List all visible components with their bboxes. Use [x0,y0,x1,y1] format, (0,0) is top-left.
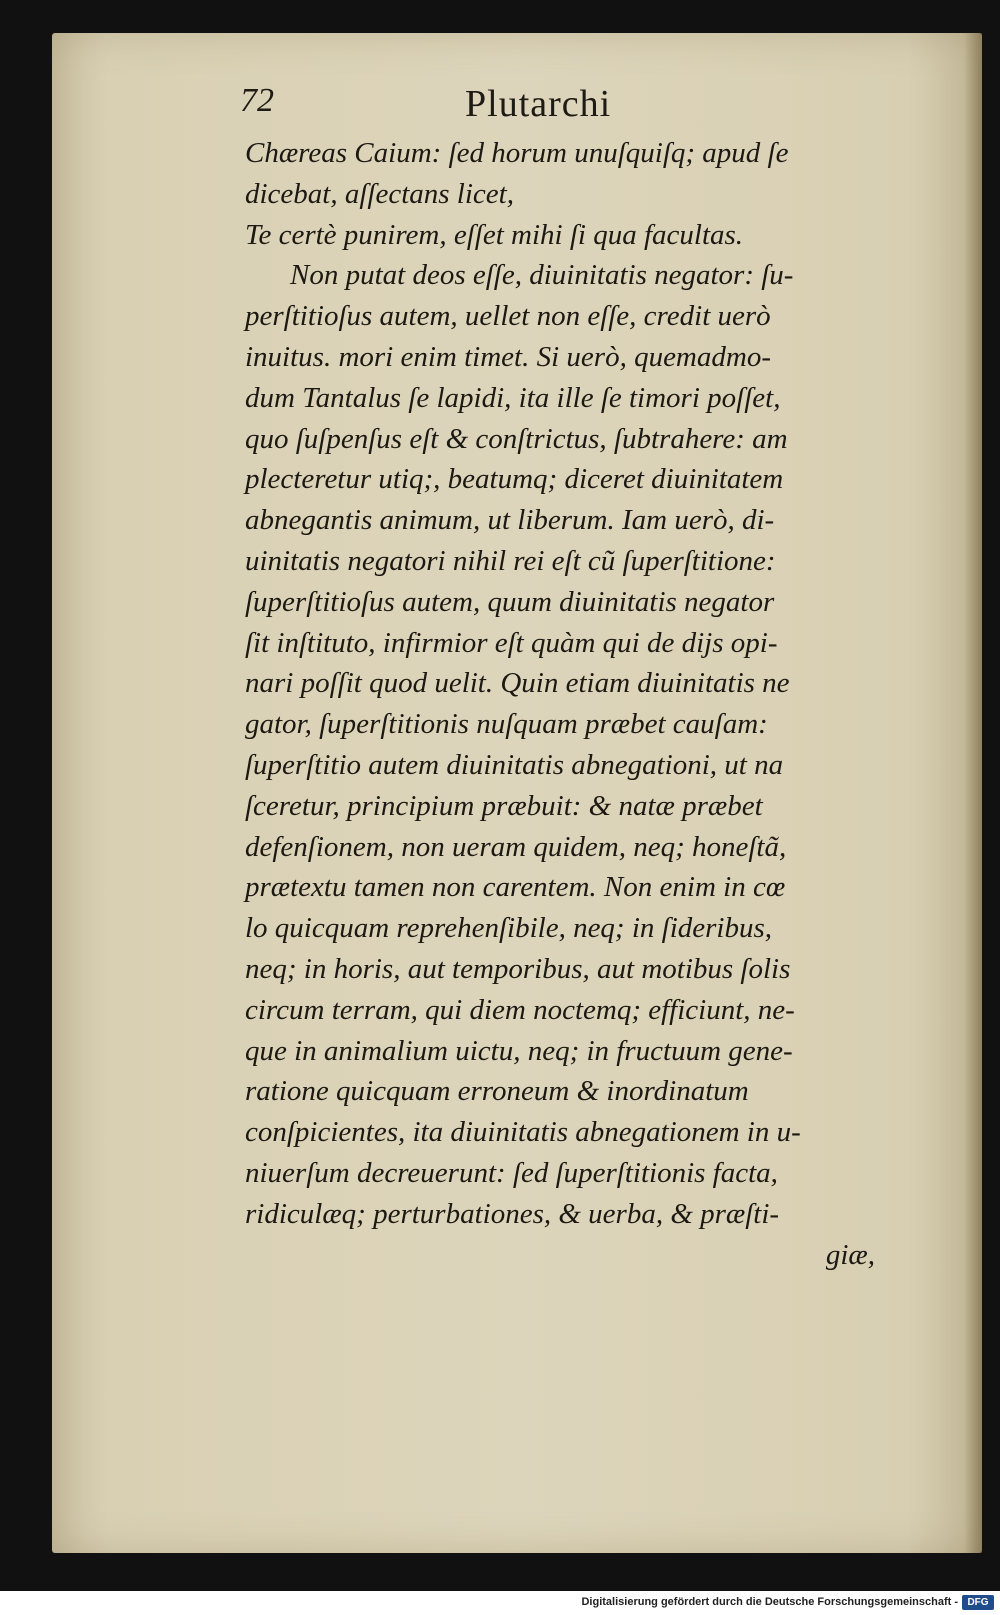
catchword: giæ, [825,1238,875,1271]
text-line: ſuperſtitioſus autem, quum diuinitatis negator [245,585,775,618]
footer-credit: Digitalisierung gefördert durch die Deutsche Forschungsgemeinschaft - [581,1596,958,1608]
text-line: defenſionem, non ueram quidem, neq; honeſtã, [245,830,787,863]
text-line: uinitatis negatori nihil rei eſt cũ ſuperſtitione: [245,544,776,577]
text-line: ſceretur, principium præbuit: & natæ præbet [245,789,763,822]
text-line: ratione quicquam erroneum & inordinatum [245,1075,749,1108]
text-line: que in animalium uictu, neq; in fructuum gene- [245,1034,793,1067]
body-text [245,133,885,1275]
text-line: perſtitioſus autem, uellet non eſſe, credit uerò [245,300,771,333]
dfg-logo-icon: DFG [962,1595,994,1610]
text-line: inuitus. mori enim timet. Si uerò, quemadmo- [245,340,771,373]
text-line: lo quicquam reprehenſibile, neq; in ſideribus, [245,912,773,945]
text-line: dicebat, aſſectans licet, [245,177,514,210]
text-line: ridiculæq; perturbationes, & uerba, & præſti- [245,1197,780,1230]
text-line: prætextu tamen non carentem. Non enim in cœ [245,871,786,904]
text-line: quo ſuſpenſus eſt & conſtrictus, ſubtrahere: am [245,422,788,455]
text-line: gator, ſuperſtitionis nuſquam præbet cauſam: [245,708,768,741]
text-line: Non putat deos eſſe, diuinitatis negator: ſu- [290,259,794,292]
text-line: conſpicientes, ita diuinitatis abnegationem in u- [245,1116,801,1149]
text-line: ſuperſtitio autem diuinitatis abnegationi, ut na [245,748,784,781]
text-line: circum terram, qui diem noctemq; efficiunt, ne- [245,993,795,1026]
text-line: dum Tantalus ſe lapidi, ita ille ſe timori poſſet, [245,381,781,414]
page-gutter-shadow [964,33,982,1553]
text-line: Chæreas Caium: ſed horum unuſquiſq; apud ſe [245,137,789,169]
text-line: ſit inſtituto, infirmior eſt quàm qui de dijs opi- [245,626,778,659]
text-line: neq; in horis, aut temporibus, aut motibus ſolis [245,952,791,985]
text-line: nari poſſit quod uelit. Quin etiam diuinitatis ne [245,667,790,700]
book-title: Plutarchi [465,83,612,125]
text-line: plecteretur utiq;, beatumq; diceret diuinitatem [245,463,784,496]
digitization-footer [0,1591,1000,1615]
text-line: niuerſum decreuerunt: ſed ſuperſtitionis facta, [245,1156,778,1189]
page-number: 72 [240,82,274,119]
running-head [240,82,840,132]
text-line: Te certè punirem, eſſet mihi ſi qua facultas. [245,218,744,251]
text-line: abnegantis animum, ut liberum. Iam uerò, di- [245,504,775,537]
